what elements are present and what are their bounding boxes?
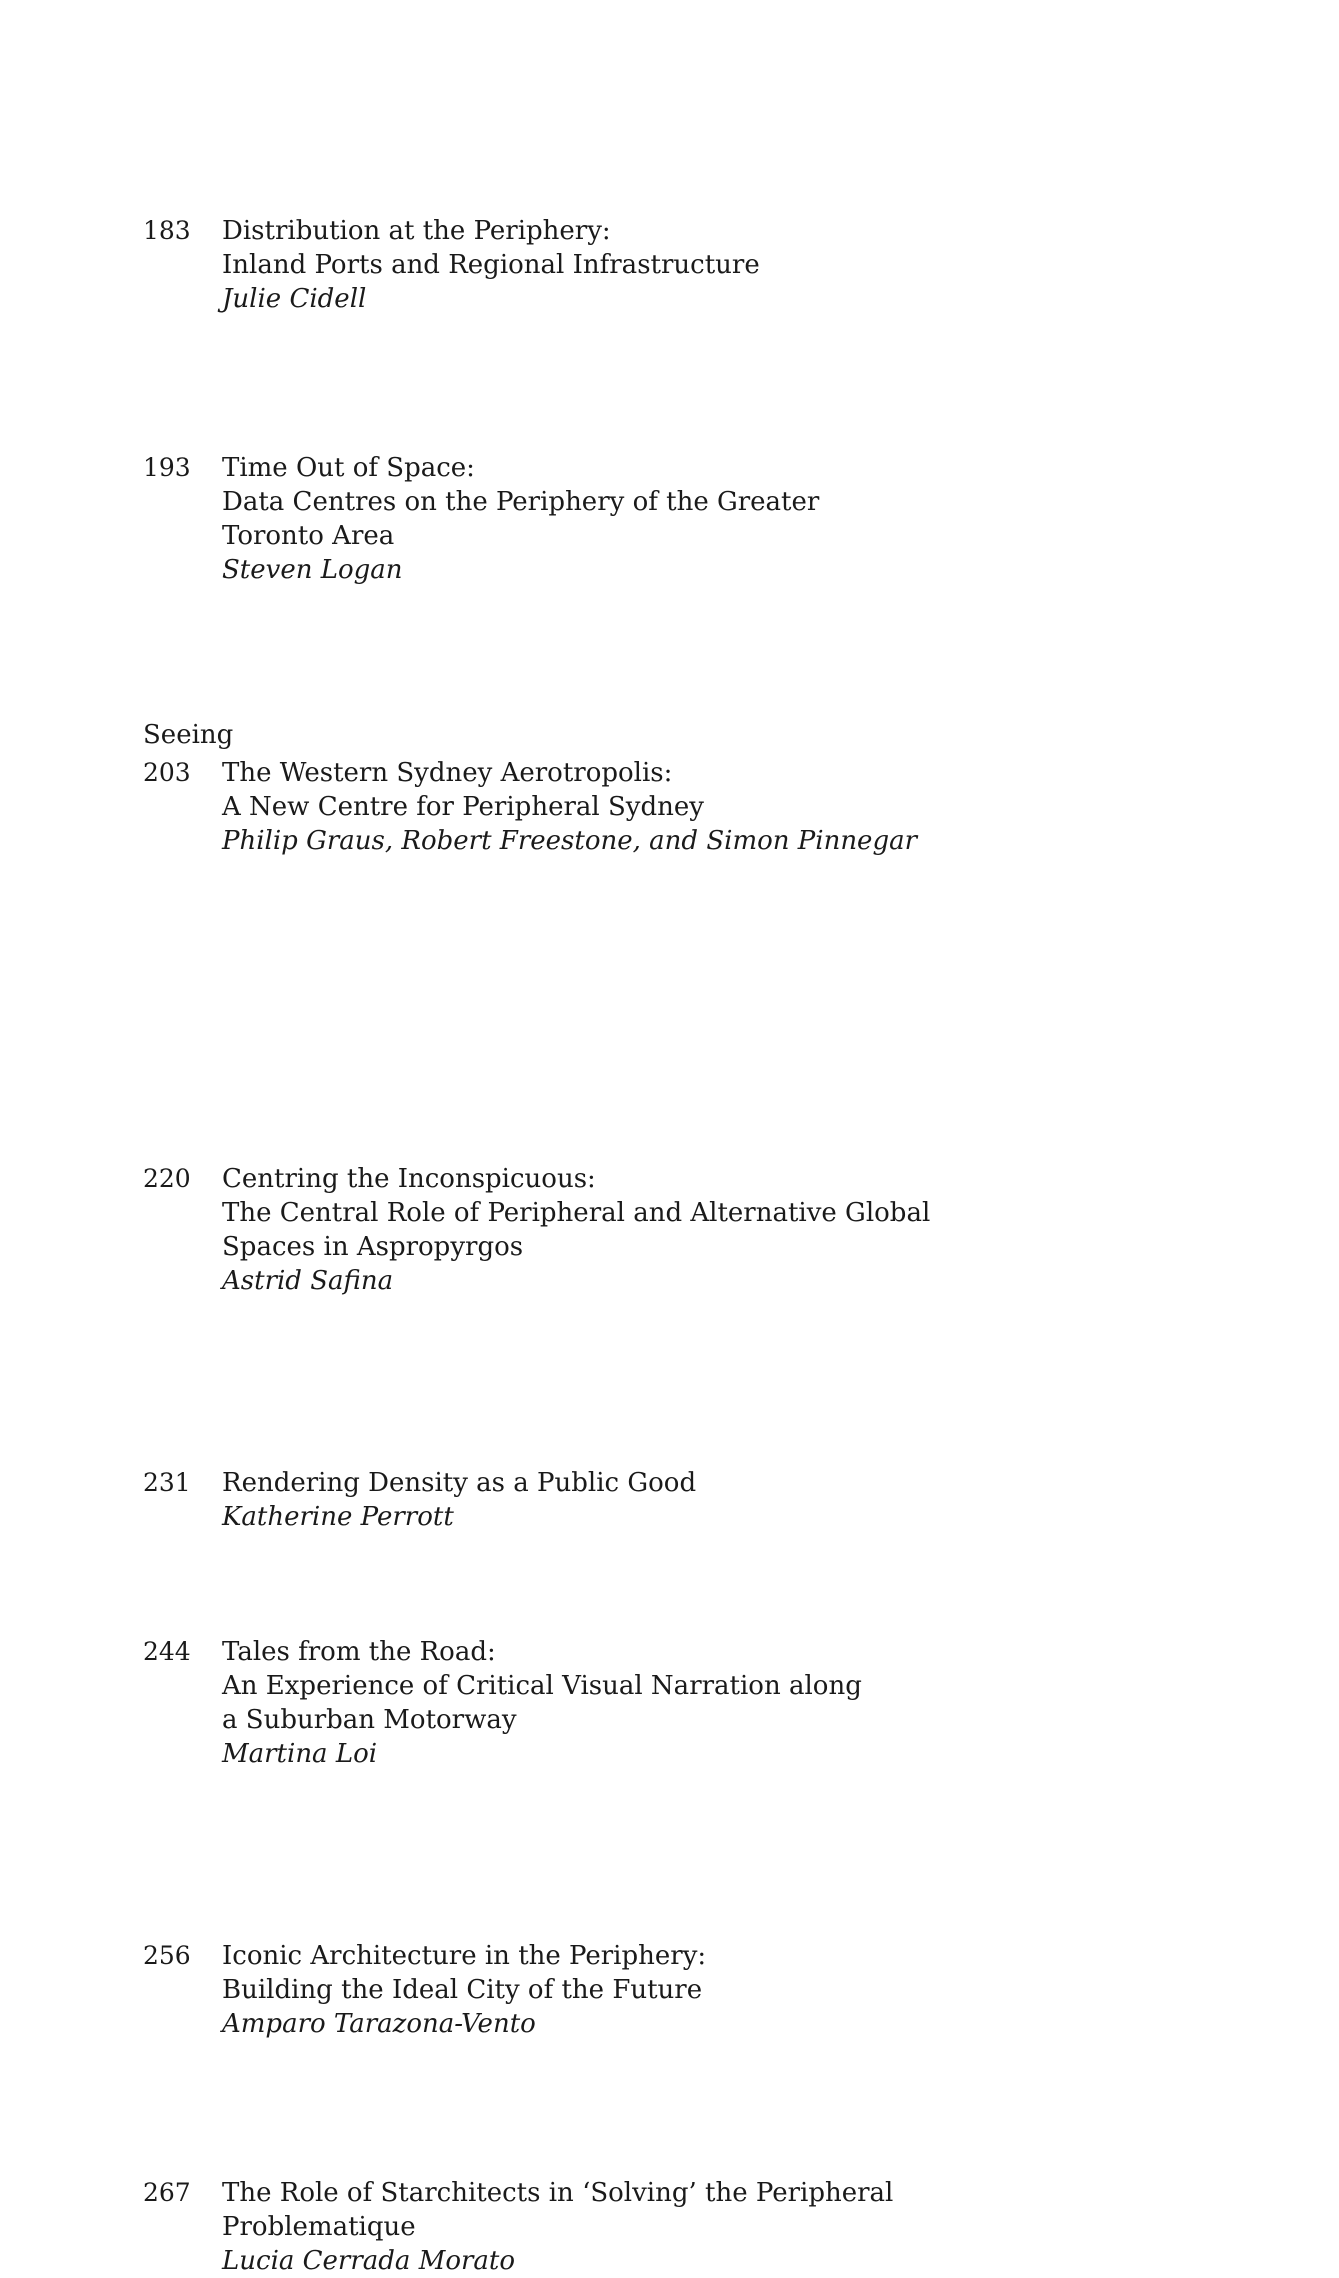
toc-entry xyxy=(143,756,1282,858)
entry-author: Julie Cidell xyxy=(222,284,367,314)
entry-subtitle-line: Inland Ports and Regional Infrastructure xyxy=(222,250,760,280)
entry-subtitle-line: Toronto Area xyxy=(222,521,395,551)
page-number: 203 xyxy=(143,758,191,787)
page-number: 220 xyxy=(143,1164,191,1193)
entry-title-line: The Western Sydney Aerotropolis: xyxy=(222,758,673,788)
entry-author: Lucia Cerrada Morato xyxy=(222,2246,516,2276)
entry-subtitle-line: An Experience of Critical Visual Narration along xyxy=(222,1671,862,1701)
entry-author: Martina Loi xyxy=(222,1739,378,1769)
entry-subtitle-line: Problematique xyxy=(222,2212,416,2242)
page-number: 267 xyxy=(143,2178,191,2207)
entry-author: Amparo Tarazona-Vento xyxy=(222,2009,536,2039)
toc-entry xyxy=(143,1939,1282,2041)
entry-subtitle-line: The Central Role of Peripheral and Alternative Global xyxy=(222,1198,931,1228)
entry-subtitle-line: Spaces in Aspropyrgos xyxy=(222,1232,524,1262)
entry-title-line: Time Out of Space: xyxy=(222,453,475,483)
toc-entry xyxy=(143,1635,1282,1771)
entry-title-line: Distribution at the Periphery: xyxy=(222,216,611,246)
entry-subtitle-line: a Suburban Motorway xyxy=(222,1705,517,1735)
entry-title-line: Tales from the Road: xyxy=(222,1637,496,1667)
entry-author: Steven Logan xyxy=(222,555,403,585)
entry-subtitle-line: Data Centres on the Periphery of the Greater xyxy=(222,487,820,517)
page-number: 244 xyxy=(143,1637,191,1666)
entry-subtitle-line: Building the Ideal City of the Future xyxy=(222,1975,703,2005)
toc-entry xyxy=(143,451,1282,587)
entry-title-line: Centring the Inconspicuous: xyxy=(222,1164,596,1194)
entry-author: Philip Graus, Robert Freestone, and Simon Pinnegar xyxy=(222,826,918,856)
entry-subtitle-line: A New Centre for Peripheral Sydney xyxy=(222,792,704,822)
page-number: 193 xyxy=(143,453,191,482)
entry-title-line: The Role of Starchitects in ‘Solving’ the Peripheral xyxy=(222,2178,894,2208)
page-number: 256 xyxy=(143,1941,191,1970)
toc-entry xyxy=(143,214,1282,316)
entry-author: Astrid Safina xyxy=(222,1266,394,1296)
entry-title-line: Iconic Architecture in the Periphery: xyxy=(222,1941,707,1971)
page-number: 231 xyxy=(143,1468,191,1497)
toc-entry xyxy=(143,1162,1282,1298)
section-heading: Seeing xyxy=(143,720,234,750)
page-number: 183 xyxy=(143,216,191,245)
toc-entry xyxy=(143,1466,1282,1534)
entry-author: Katherine Perrott xyxy=(222,1502,454,1532)
toc-entry xyxy=(143,2176,1282,2278)
entry-title-line: Rendering Density as a Public Good xyxy=(222,1468,697,1498)
